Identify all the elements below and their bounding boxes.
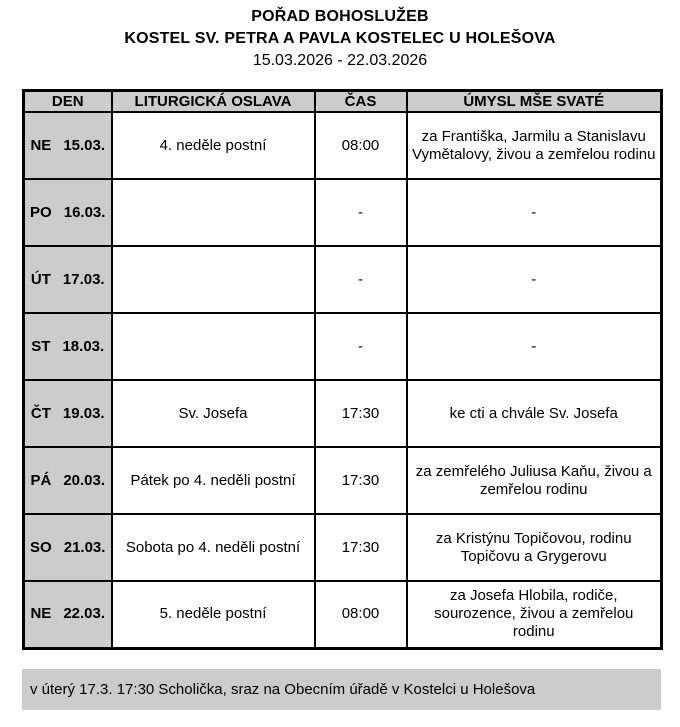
celebration-cell — [112, 246, 315, 313]
time-cell: 17:30 — [315, 514, 407, 581]
day-cell — [24, 581, 112, 648]
day-abbrev: NE — [30, 605, 52, 623]
table-row — [24, 179, 662, 246]
table-row — [24, 514, 662, 581]
church-name: KOSTEL SV. PETRA A PAVLA KOSTELEC U HOLEŠOVA — [124, 30, 556, 47]
schedule-table-head — [24, 91, 662, 113]
column-header-cas: ČAS — [315, 91, 407, 113]
table-row — [24, 581, 662, 648]
day-cell — [24, 179, 112, 246]
column-header-umysl-mse-svate: ÚMYSL MŠE SVATÉ — [407, 91, 662, 113]
footer-note: v úterý 17.3. 17:30 Scholička, sraz na Obecním úřadě v Kostelci u Holešova — [22, 669, 661, 710]
day-date: 20.03. — [63, 471, 106, 489]
intention-cell: - — [407, 246, 662, 313]
time-cell: - — [315, 246, 407, 313]
day-date: 21.03. — [63, 538, 106, 556]
day-cell — [24, 447, 112, 514]
date-range: 15.03.2026 - 22.03.2026 — [252, 52, 428, 69]
time-cell: - — [315, 179, 407, 246]
table-row — [24, 112, 662, 179]
day-cell — [24, 246, 112, 313]
day-abbrev: ČT — [30, 404, 51, 422]
celebration-cell — [112, 179, 315, 246]
day-date: 19.03. — [62, 404, 105, 422]
intention-cell: za zemřelého Juliusa Kaňu, živou a zemřelou rodinu — [407, 447, 662, 514]
intention-cell: za Josefa Hlobila, rodiče, sourozence, živou a zemřelou rodinu — [407, 581, 662, 648]
header-row — [24, 91, 662, 113]
celebration-cell — [112, 313, 315, 380]
time-cell: 08:00 — [315, 581, 407, 648]
day-date: 18.03. — [62, 337, 105, 355]
celebration-cell: Sv. Josefa — [112, 380, 315, 447]
column-header-liturgicka-oslava: LITURGICKÁ OSLAVA — [112, 91, 315, 113]
day-date: 16.03. — [63, 203, 106, 221]
day-cell — [24, 380, 112, 447]
time-cell: 17:30 — [315, 447, 407, 514]
day-abbrev: NE — [30, 136, 52, 154]
celebration-cell: 5. neděle postní — [112, 581, 315, 648]
day-abbrev: SO — [30, 538, 52, 556]
schedule-table — [22, 89, 663, 650]
time-cell: - — [315, 313, 407, 380]
table-row — [24, 447, 662, 514]
column-header-den: DEN — [24, 91, 112, 113]
intention-cell: ke cti a chvále Sv. Josefa — [407, 380, 662, 447]
day-cell — [24, 514, 112, 581]
schedule-table-body — [24, 112, 662, 648]
time-cell: 17:30 — [315, 380, 407, 447]
day-cell — [24, 313, 112, 380]
day-cell — [24, 112, 112, 179]
intention-cell: - — [407, 313, 662, 380]
celebration-cell: Sobota po 4. neděli postní — [112, 514, 315, 581]
time-cell: 08:00 — [315, 112, 407, 179]
table-row — [24, 380, 662, 447]
table-row — [24, 313, 662, 380]
day-date: 17.03. — [62, 270, 105, 288]
day-date: 22.03. — [63, 605, 106, 623]
document-header — [0, 8, 680, 70]
intention-cell: za Kristýnu Topičovou, rodinu Topičovu a Grygerovu — [407, 514, 662, 581]
day-abbrev: ÚT — [30, 270, 51, 288]
day-abbrev: PÁ — [30, 471, 52, 489]
intention-cell: za Františka, Jarmilu a Stanislavu Vymětalovy, živou a zemřelou rodinu — [407, 112, 662, 179]
celebration-cell: Pátek po 4. neděli postní — [112, 447, 315, 514]
day-abbrev: ST — [31, 337, 51, 355]
document-title: POŘAD BOHOSLUŽEB — [251, 8, 429, 25]
table-row — [24, 246, 662, 313]
intention-cell: - — [407, 179, 662, 246]
day-abbrev: PO — [30, 203, 52, 221]
celebration-cell: 4. neděle postní — [112, 112, 315, 179]
day-date: 15.03. — [63, 136, 106, 154]
